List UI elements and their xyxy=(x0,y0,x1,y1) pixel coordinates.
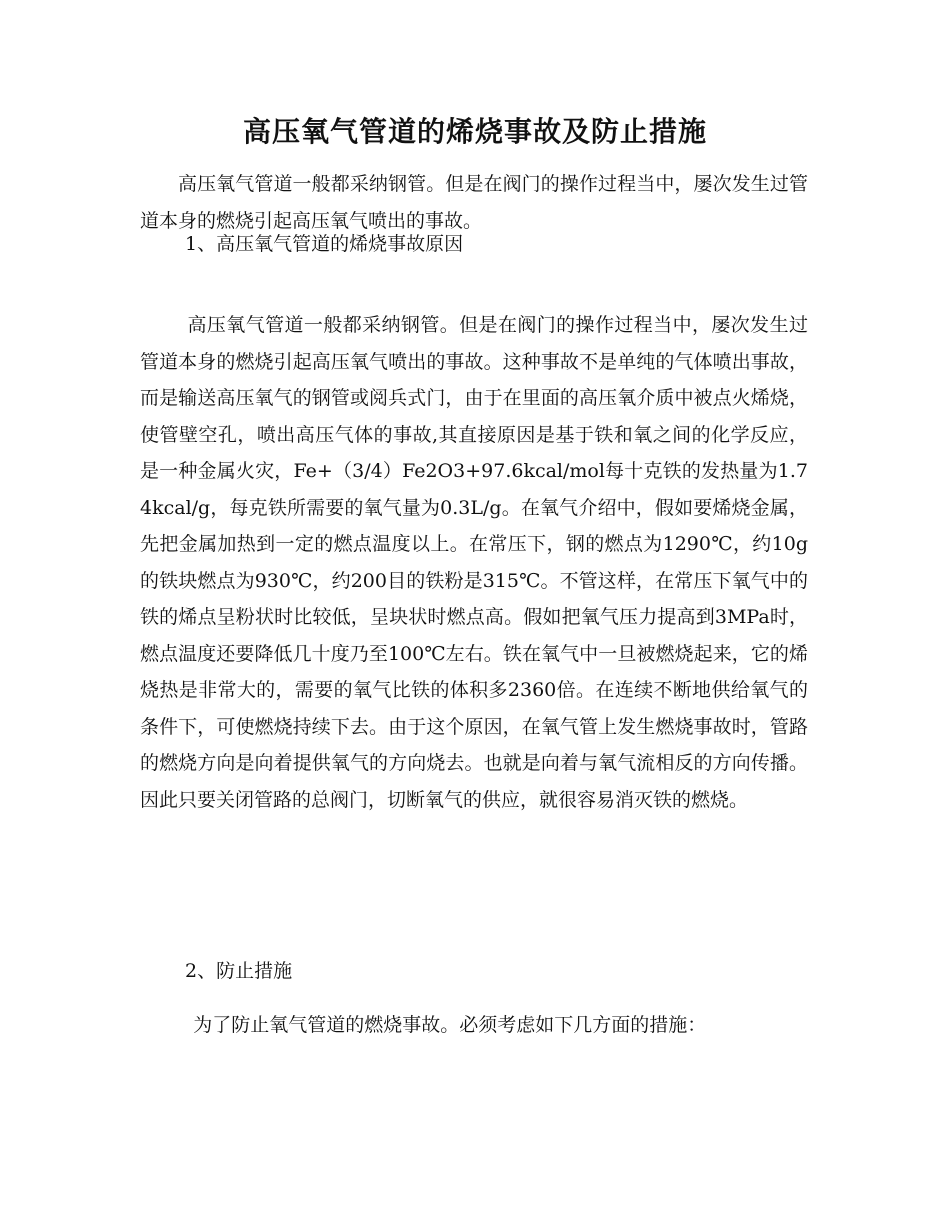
section-1-heading: 1、高压氧气管道的烯烧事故原因 xyxy=(185,233,464,255)
section-2-body: 为了防止氧气管道的燃烧事故。必须考虑如下几方面的措施： xyxy=(193,1014,707,1036)
document-title: 高压氧气管道的烯烧事故及防止措施 xyxy=(242,115,707,148)
section-1-body: 高压氧气管道一般都采纳钢管。但是在阀门的操作过程当中，屡次发生过管道本身的燃烧引起高压氧气喷出的事故。这种事故不是单纯的气体喷出事故，而是输送高压氧气的钢管或阅兵式门，由于在里面的高压氧介质中被点火烯烧，使管壁空孔，喷出高压气体的事故,其直接原因是基于铁和氧之间的化学反应，是一种金属火灾，Fe+（3/4）Fe2O3+97.6kcal/mol每十克铁的发热量为1.74kcal/g，每克铁所需要的氧气量为0.3L/g。在氧气介绍中，假如要烯烧金属，先把金属加热到一定的燃点温度以上。在常压下，钢的燃点为1290℃，约10g的铁块燃点为930℃，约200目的铁粉是315℃。不管这样，在常压下氧气中的铁的烯点呈粉状时比较低，呈块状时燃点高。假如把氧气压力提高到3MPa时，燃点温度还要降低几十度乃至100℃左右。铁在氧气中一旦被燃烧起来，它的烯烧热是非常大的，需要的氧气比铁的体积多2360倍。在连续不断地供给氧气的条件下，可使燃烧持续下去。由于这个原因，在氧气管上发生燃烧事故时，管路的燃烧方向是向着提供氧气的方向烧去。也就是向着与氧气流相反的方向传播。因此只要关闭管路的总阀门，切断氧气的供应，就很容易消灭铁的燃烧。 xyxy=(140,314,808,811)
intro-paragraph: 高压氧气管道一般都采纳钢管。但是在阀门的操作过程当中，屡次发生过管道本身的燃烧引起高压氧气喷出的事故。 xyxy=(140,173,808,232)
section-2-heading: 2、防止措施 xyxy=(185,960,293,982)
